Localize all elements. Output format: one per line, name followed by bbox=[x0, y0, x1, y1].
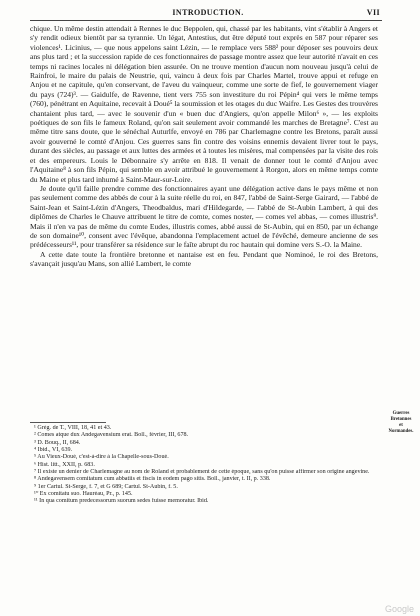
footnote: ³ D. Bouq., II, 684. bbox=[34, 439, 81, 446]
margin-note bbox=[384, 411, 418, 435]
margin-note-line: Guerres bbox=[392, 411, 410, 416]
footnote: ² Comes atque dux Andegavensium erat. Boll., février, III, 678. bbox=[34, 432, 189, 439]
footnote: ¹⁰ Ex comitatu suo. Hauréau, Pr., p. 145. bbox=[34, 491, 133, 498]
footnote: ⁹ 1er Cartul. St-Serge, f. 7, et G 689; Cartul. St-Aubin, f. 5. bbox=[34, 483, 178, 490]
margin-note-line: et bbox=[399, 423, 403, 428]
footnote: ⁷ Il existe un denier de Charlemagne au nom de Roland et probablement de cette époque, sans qu'on puisse affirmer son origine angevine. bbox=[34, 469, 370, 476]
footnote-rule bbox=[30, 422, 106, 423]
footnote: ¹ Grég. de T., VIII, 18, 41 et 43. bbox=[34, 425, 112, 431]
footnotes bbox=[34, 425, 378, 506]
paragraph-2: Je doute qu'il faille prendre comme des fonctionnaires ayant une délégation active dans le pays même et non pas seulement comme des abbés de cour à la suite réelle du roi, en 847, l'abbé de Saint-Serge Gairard, — l'abbé de Saint-Jean et Saint-Lézin d'Angers, Theodbaldus, mari d'Hildegarde, — l'abbé de St-Aubin Lambert, à qui des diplômes de Charles le Chauve attribuent le titre de comte, comes noster, — comes vel abbas, — comes illustris⁹. Mais il n'en va pas de même du comte Eudes, illustris comes, abbé aussi de St-Aubin, qui en 850, par un échange de son domaine¹⁰, consent avec l'évêque, abandonna l'emplacement actuel de l'évêché, demeure ancienne de ses prédécesseurs¹¹, pour transférer sa résidence sur le faîte abrupt du roc hautain qui domine vers S.-O. la Maine. bbox=[30, 183, 378, 250]
footnote: ⁴ Ibid., VI, 639. bbox=[34, 447, 73, 454]
page-number: VII bbox=[366, 8, 380, 17]
footnote: ⁵ Au Vieux-Doué, c'est-à-dire à la Chapelle-sous-Doué. bbox=[34, 454, 169, 461]
running-title: INTRODUCTION. bbox=[172, 8, 244, 17]
margin-note-line: Bretonnes bbox=[390, 417, 412, 422]
paragraph-3: A cette date toute la frontière bretonne et nantaise est en feu. Pendant que Nominoé, le roi des Bretons, s'avançait jusqu'au Mans, son allié Lambert, le comte bbox=[30, 249, 378, 269]
google-watermark: Google bbox=[384, 604, 414, 614]
running-header bbox=[38, 8, 378, 20]
footnote: ⁶ Hist. litt., XXII, p. 683. bbox=[34, 461, 95, 468]
footnote: ¹¹ In qua comitum predecessorum suorum sedes fuisse memoratur. Ibid. bbox=[34, 498, 209, 505]
footnote: ⁸ Andegavensem comitatum cum abbatiis et fiscis in eodem pago sitis. Boll., janvier, t. II, p. 338. bbox=[34, 476, 271, 483]
header-rule bbox=[30, 20, 382, 21]
main-text bbox=[30, 24, 378, 269]
paragraph-1: chique. Un même destin attendait à Rennes le duc Beppolen, qui, chassé par les habitants, vint s'établir à Angers et s'y rendit odieux bientôt par sa tyrannie. Un légat, Antestius, dut être député tout exprès en 587 pour réparer ses violences¹. Licinius, — que nous appelons saint Lézin, — le remplace vers 588² pour déposer ses pouvoirs deux ans plus tard ; et la succession rapide de ces fonctionnaires de passage montre assez que leur autorité n'avait en ces temps ni racines locales ni délégation bien assurée. On ne trouve mention d'aucun nom nouveau jusqu'à celui de Rainfroi, le maire du palais de Neustrie, qui, vaincu à deux fois par Charles Martel, trouve appui et refuge en Anjou et ne capitule, qu'en conservant, de l'aveu du vainqueur, comme une sorte de fief, le gouvernement viager du pays (724)³. — Gaidulfe, de Ravenne, tient vers 755 son investiture du roi Pépin⁴ qui vers le même temps (760), pénétrant en Aquitaine, recevait à Doué⁵ la soumission et les otages du duc Waifre. Les Gestes des trouvères chantaient plus tard, — avec le souvenir d'un « buen duc d'Angiers, qu'on appelle Milon⁶ », — les exploits poétiques de son fils le fameux Roland, qu'on sait seulement avoir commandé les marches de Bretagne⁷. C'est au même titre sans doute, que le sénéchal Auturlfe, envoyé en 786 par Charlemagne contre les Bretons, paraît aussi avoir gouverné le comté d'Anjou. Ces guerres sans fin contre des voisins ennemis devaient livrer tout le pays, durant des siècles, au passage et aux luttes des armées et à toutes les misères, mal compensées par la visite des rois et des empereurs. Louis le Débonnaire s'y arrête en 818. Il venait de donner tout le comté d'Anjou avec l'Aquitaine⁸ à son fils Pépin, qui semble en avoir attribué le gouvernement à Rorgon, alors en même temps comte du Maine et plus tard inhumé à Saint-Maur-sur-Loire. bbox=[30, 24, 378, 184]
margin-note-line: Normandes. bbox=[388, 429, 414, 434]
